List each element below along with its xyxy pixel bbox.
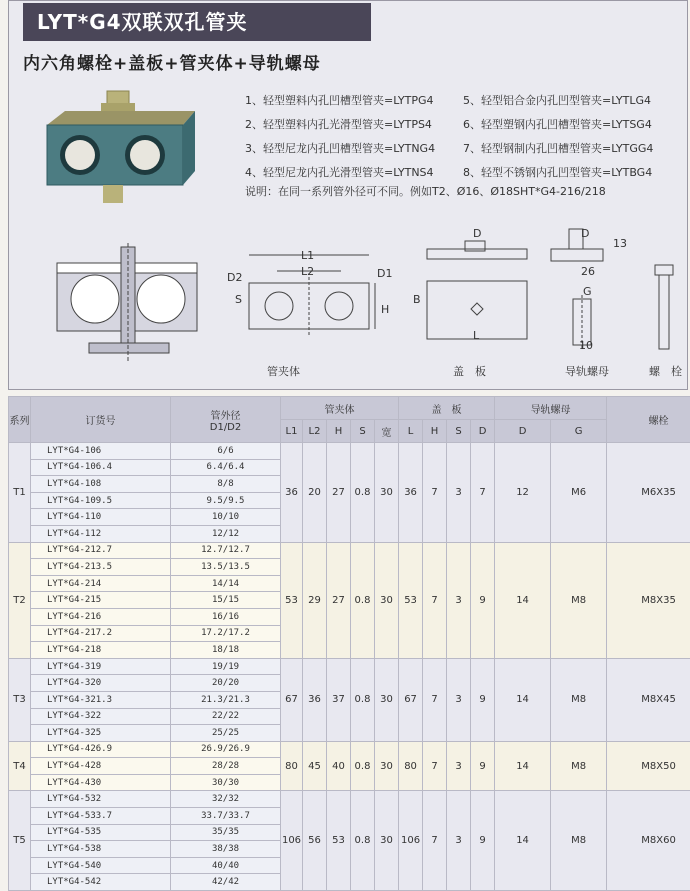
cover-plate-drawing <box>407 229 537 349</box>
dimension-cell-cS: 3 <box>447 791 471 891</box>
dimension-cell-cS: 3 <box>447 542 471 658</box>
header-nut-D: D <box>495 420 551 443</box>
dimension-cell-cL: 67 <box>399 658 423 741</box>
label-D1: D1 <box>377 267 392 280</box>
label-nut-D: D <box>581 227 589 240</box>
dimension-cell-cD: 7 <box>471 443 495 543</box>
outer-diameter-cell: 14/14 <box>171 575 281 592</box>
dimension-cell-cD: 9 <box>471 542 495 658</box>
order-number-cell: LYT*G4-321.3 <box>31 691 171 708</box>
dimension-cell-cL: 80 <box>399 741 423 791</box>
dimension-cell-cS: 3 <box>447 658 471 741</box>
dimension-cell-S: 0.8 <box>351 741 375 791</box>
header-S: S <box>351 420 375 443</box>
outer-diameter-cell: 26.9/26.9 <box>171 741 281 758</box>
caption-bolt: 螺 栓 <box>649 363 682 379</box>
order-number-cell: LYT*G4-533.7 <box>31 808 171 825</box>
header-H: H <box>327 420 351 443</box>
dimension-cell-nD: 12 <box>495 443 551 543</box>
catalog-header-panel <box>8 0 688 390</box>
outer-diameter-cell: 12/12 <box>171 525 281 542</box>
header-order-no: 订货号 <box>31 397 171 443</box>
header-clamp-body: 管夹体 <box>281 397 399 420</box>
order-number-cell: LYT*G4-106.4 <box>31 459 171 476</box>
order-number-cell: LYT*G4-320 <box>31 675 171 692</box>
dimension-cell-H: 27 <box>327 542 351 658</box>
dimension-cell-L2: 45 <box>303 741 327 791</box>
outer-diameter-cell: 21.3/21.3 <box>171 691 281 708</box>
order-number-cell: LYT*G4-426.9 <box>31 741 171 758</box>
dimension-cell-L1: 36 <box>281 443 303 543</box>
page-subtitle: 内六角螺栓+盖板+管夹体+导轨螺母 <box>23 49 321 74</box>
legend-item: 1、轻型塑料内孔凹槽型管夹=LYTPG4 <box>245 94 433 107</box>
order-number-cell: LYT*G4-110 <box>31 509 171 526</box>
header-L1: L1 <box>281 420 303 443</box>
header-od-sub: D1/D2 <box>210 422 242 433</box>
order-number-cell: LYT*G4-540 <box>31 857 171 874</box>
dimension-cell-nG: M8 <box>551 658 607 741</box>
order-number-cell: LYT*G4-216 <box>31 608 171 625</box>
order-number-cell: LYT*G4-325 <box>31 725 171 742</box>
order-number-cell: LYT*G4-322 <box>31 708 171 725</box>
order-number-cell: LYT*G4-430 <box>31 774 171 791</box>
outer-diameter-cell: 12.7/12.7 <box>171 542 281 559</box>
legend-item: 8、轻型不锈钢内孔凹型管夹=LYTBG4 <box>463 161 652 185</box>
dimension-cell-bolt: M8X45 <box>607 658 690 741</box>
header-cover-D: D <box>471 420 495 443</box>
header-od-label: 管外径 <box>211 411 241 422</box>
spec-table-wrap <box>8 396 686 891</box>
dimension-cell-cD: 9 <box>471 741 495 791</box>
header-cover-plate: 盖 板 <box>399 397 495 420</box>
outer-diameter-cell: 15/15 <box>171 592 281 609</box>
dimension-cell-nD: 14 <box>495 791 551 891</box>
dimension-cell-nD: 14 <box>495 542 551 658</box>
dimension-cell-cH: 7 <box>423 443 447 543</box>
cross-section-drawing <box>49 243 209 363</box>
label-26: 26 <box>581 265 595 278</box>
table-row <box>9 791 690 808</box>
legend-item: 5、轻型铝合金内孔凹型管夹=LYTLG4 <box>463 89 651 113</box>
label-10: 10 <box>579 339 593 352</box>
series-cell: T1 <box>9 443 31 543</box>
caption-clamp-body: 管夹体 <box>267 363 300 379</box>
dimension-cell-bolt: M8X60 <box>607 791 690 891</box>
order-number-cell: LYT*G4-212.7 <box>31 542 171 559</box>
table-row <box>9 443 690 460</box>
material-legend <box>245 89 435 185</box>
order-number-cell: LYT*G4-215 <box>31 592 171 609</box>
outer-diameter-cell: 13.5/13.5 <box>171 559 281 576</box>
outer-diameter-cell: 6/6 <box>171 443 281 460</box>
spec-table <box>8 396 690 891</box>
dimension-cell-L2: 29 <box>303 542 327 658</box>
legend-item: 2、轻型塑料内孔光滑型管夹=LYTPS4 <box>245 118 432 131</box>
dimension-cell-bolt: M6X35 <box>607 443 690 543</box>
outer-diameter-cell: 25/25 <box>171 725 281 742</box>
outer-diameter-cell: 38/38 <box>171 841 281 858</box>
legend-item: 3、轻型尼龙内孔凹槽型管夹=LYTNG4 <box>245 142 435 155</box>
dimension-cell-S: 0.8 <box>351 658 375 741</box>
dimension-cell-H: 37 <box>327 658 351 741</box>
label-H: H <box>381 303 389 316</box>
outer-diameter-cell: 40/40 <box>171 857 281 874</box>
legend-item: 7、轻型钢制内孔凹槽型管夹=LYTGG4 <box>463 137 653 161</box>
legend-item: 4、轻型尼龙内孔光滑型管夹=LYTNS4 <box>245 166 434 179</box>
order-number-cell: LYT*G4-214 <box>31 575 171 592</box>
series-note: 说明：在同一系列管外径可不同。例如T2、Ø16、Ø18SHT*G4-216/218 <box>245 183 606 199</box>
series-cell: T5 <box>9 791 31 891</box>
product-photo <box>35 89 205 224</box>
spec-table-body <box>9 443 690 891</box>
dimension-cell-L1: 106 <box>281 791 303 891</box>
header-series: 系列 <box>9 397 31 443</box>
header-L2: L2 <box>303 420 327 443</box>
table-row <box>9 542 690 559</box>
dimension-cell-L2: 36 <box>303 658 327 741</box>
dimension-cell-bolt: M8X50 <box>607 741 690 791</box>
dimension-cell-W: 30 <box>375 542 399 658</box>
dimension-cell-bolt: M8X35 <box>607 542 690 658</box>
dimension-cell-cD: 9 <box>471 658 495 741</box>
dimension-cell-H: 40 <box>327 741 351 791</box>
dimension-cell-cS: 3 <box>447 443 471 543</box>
dimension-cell-W: 30 <box>375 791 399 891</box>
series-cell: T3 <box>9 658 31 741</box>
header-W: 宽 <box>375 420 399 443</box>
outer-diameter-cell: 22/22 <box>171 708 281 725</box>
order-number-cell: LYT*G4-109.5 <box>31 492 171 509</box>
dimension-cell-nD: 14 <box>495 741 551 791</box>
dimension-cell-cH: 7 <box>423 741 447 791</box>
label-13: 13 <box>613 237 627 250</box>
outer-diameter-cell: 9.5/9.5 <box>171 492 281 509</box>
dimension-cell-S: 0.8 <box>351 443 375 543</box>
dimension-cell-cH: 7 <box>423 542 447 658</box>
dimension-cell-cL: 106 <box>399 791 423 891</box>
header-nut-G: G <box>551 420 607 443</box>
dimension-cell-S: 0.8 <box>351 542 375 658</box>
dimension-cell-L1: 53 <box>281 542 303 658</box>
dimension-cell-W: 30 <box>375 443 399 543</box>
header-bolt: 螺栓 <box>607 397 690 443</box>
legend-item: 6、轻型塑钢内孔凹槽型管夹=LYTSG4 <box>463 113 652 137</box>
dimension-cell-cL: 36 <box>399 443 423 543</box>
order-number-cell: LYT*G4-217.2 <box>31 625 171 642</box>
series-cell: T2 <box>9 542 31 658</box>
dimension-cell-L2: 56 <box>303 791 327 891</box>
caption-rail-nut: 导轨螺母 <box>565 363 609 379</box>
bolt-drawing <box>649 263 679 353</box>
outer-diameter-cell: 28/28 <box>171 758 281 775</box>
outer-diameter-cell: 19/19 <box>171 658 281 675</box>
dimension-cell-cD: 9 <box>471 791 495 891</box>
outer-diameter-cell: 42/42 <box>171 874 281 891</box>
dimension-cell-L1: 67 <box>281 658 303 741</box>
label-D2: D2 <box>227 271 242 284</box>
dimension-cell-L2: 20 <box>303 443 327 543</box>
dimension-cell-nG: M8 <box>551 542 607 658</box>
outer-diameter-cell: 18/18 <box>171 642 281 659</box>
order-number-cell: LYT*G4-428 <box>31 758 171 775</box>
dimension-cell-cL: 53 <box>399 542 423 658</box>
dimension-cell-nG: M6 <box>551 443 607 543</box>
dimension-cell-cH: 7 <box>423 658 447 741</box>
label-L2: L2 <box>301 265 314 278</box>
dimension-cell-nD: 14 <box>495 658 551 741</box>
page-title: LYT*G4双联双孔管夹 <box>23 3 371 41</box>
dimension-cell-H: 27 <box>327 443 351 543</box>
dimension-cell-cH: 7 <box>423 791 447 891</box>
outer-diameter-cell: 6.4/6.4 <box>171 459 281 476</box>
header-cover-L: L <box>399 420 423 443</box>
outer-diameter-cell: 20/20 <box>171 675 281 692</box>
label-L1: L1 <box>301 249 314 262</box>
dimension-cell-cS: 3 <box>447 741 471 791</box>
table-row <box>9 741 690 758</box>
outer-diameter-cell: 8/8 <box>171 476 281 493</box>
outer-diameter-cell: 33.7/33.7 <box>171 808 281 825</box>
label-B: B <box>413 293 421 306</box>
dimension-cell-H: 53 <box>327 791 351 891</box>
caption-cover-plate: 盖 板 <box>453 363 486 379</box>
order-number-cell: LYT*G4-218 <box>31 642 171 659</box>
label-G: G <box>583 285 592 298</box>
outer-diameter-cell: 30/30 <box>171 774 281 791</box>
dimension-cell-W: 30 <box>375 741 399 791</box>
order-number-cell: LYT*G4-535 <box>31 824 171 841</box>
outer-diameter-cell: 16/16 <box>171 608 281 625</box>
label-L: L <box>473 329 479 342</box>
order-number-cell: LYT*G4-542 <box>31 874 171 891</box>
table-row <box>9 658 690 675</box>
dimension-cell-nG: M8 <box>551 741 607 791</box>
dimension-cell-S: 0.8 <box>351 791 375 891</box>
header-cover-S: S <box>447 420 471 443</box>
series-cell: T4 <box>9 741 31 791</box>
outer-diameter-cell: 10/10 <box>171 509 281 526</box>
header-cover-H: H <box>423 420 447 443</box>
outer-diameter-cell: 35/35 <box>171 824 281 841</box>
label-cover-D: D <box>473 227 481 240</box>
outer-diameter-cell: 17.2/17.2 <box>171 625 281 642</box>
dimension-cell-W: 30 <box>375 658 399 741</box>
order-number-cell: LYT*G4-319 <box>31 658 171 675</box>
order-number-cell: LYT*G4-112 <box>31 525 171 542</box>
dimension-cell-nG: M8 <box>551 791 607 891</box>
header-rail-nut: 导轨螺母 <box>495 397 607 420</box>
order-number-cell: LYT*G4-538 <box>31 841 171 858</box>
order-number-cell: LYT*G4-106 <box>31 443 171 460</box>
order-number-cell: LYT*G4-108 <box>31 476 171 493</box>
dimension-cell-L1: 80 <box>281 741 303 791</box>
order-number-cell: LYT*G4-532 <box>31 791 171 808</box>
order-number-cell: LYT*G4-213.5 <box>31 559 171 576</box>
label-S: S <box>235 293 242 306</box>
header-od <box>171 397 281 443</box>
outer-diameter-cell: 32/32 <box>171 791 281 808</box>
